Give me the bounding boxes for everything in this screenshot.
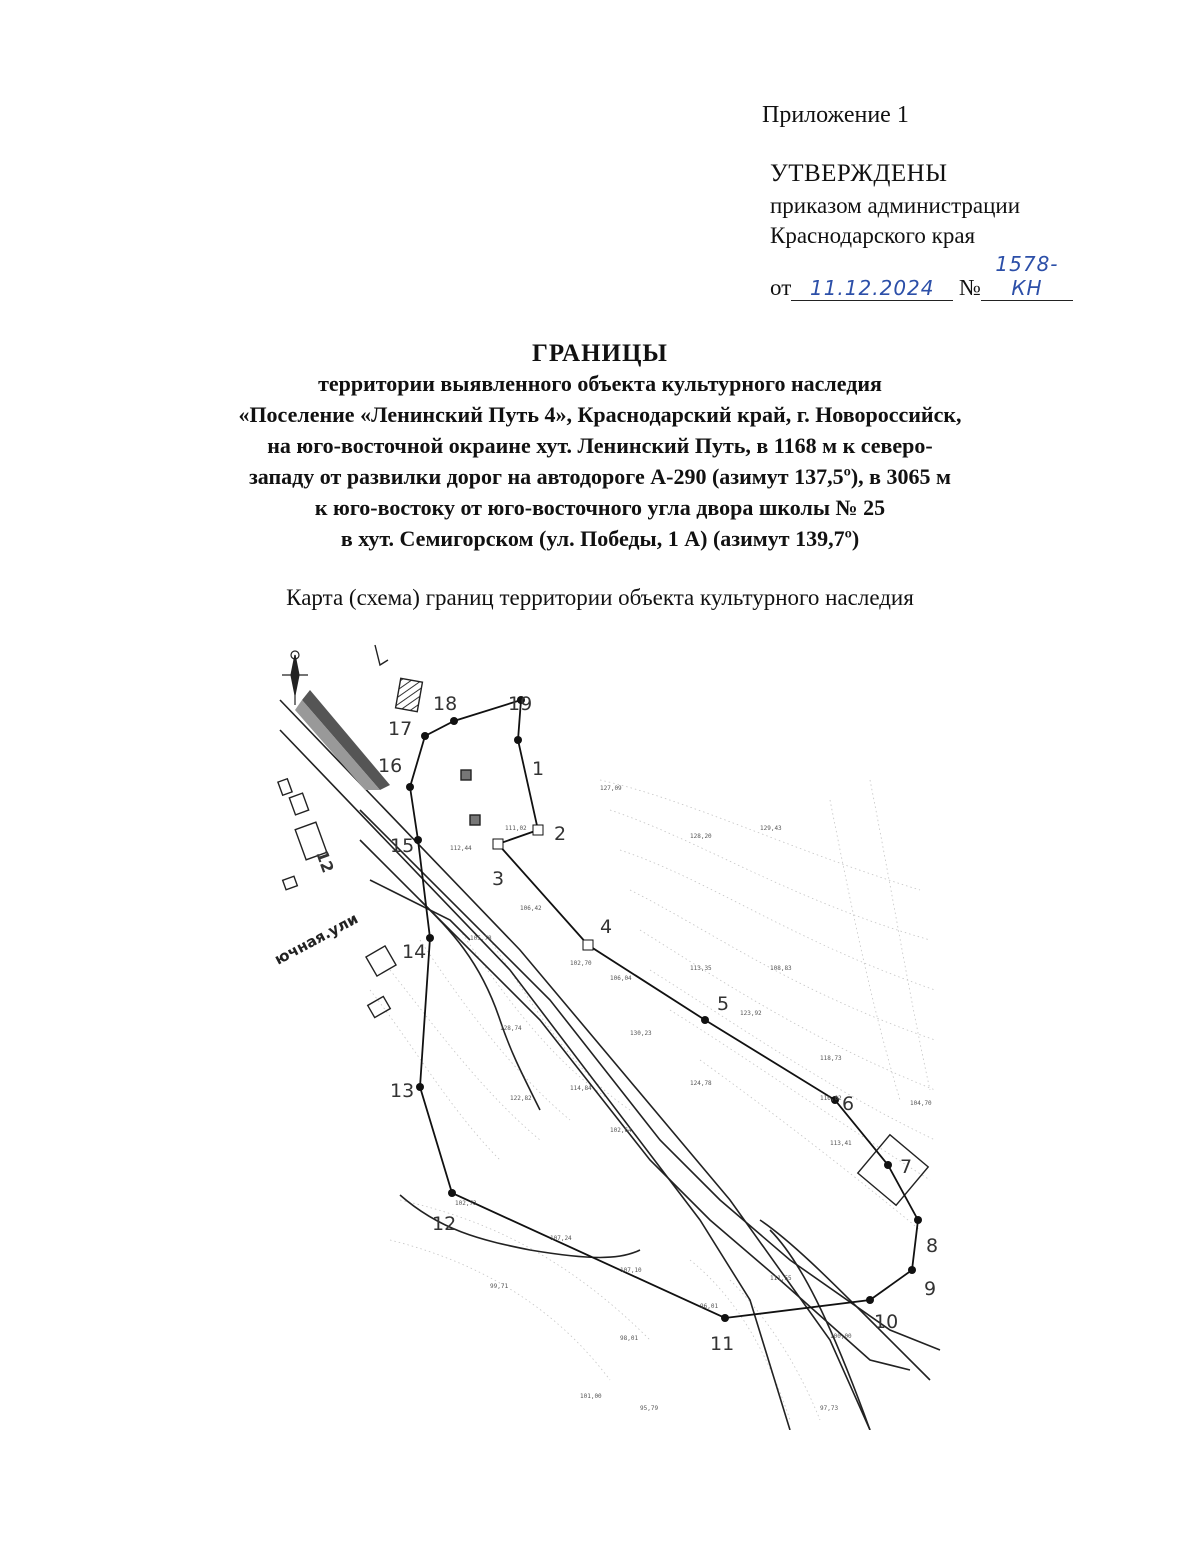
elevation-mark: 128,20 (690, 833, 712, 840)
vertex-label: 8 (926, 1235, 939, 1257)
elevation-mark: 112,44 (450, 845, 472, 852)
elevation-mark: 122,82 (510, 1095, 532, 1102)
vertex-label: 16 (378, 755, 403, 777)
elevation-mark: 116,02 (820, 1095, 842, 1102)
vertex-label: 14 (402, 941, 427, 963)
elevation-marks (450, 785, 932, 1412)
approval-line-2: Краснодарского края (770, 223, 976, 248)
elevation-mark: 102,73 (455, 1200, 477, 1207)
elevation-mark: 102,64 (610, 1127, 632, 1134)
approval-heading: УТВЕРЖДЕНЫ (770, 160, 948, 187)
vertex-label: 2 (554, 823, 567, 845)
survey-marker (493, 839, 503, 849)
elevation-mark: 118,73 (820, 1055, 842, 1062)
order-date: 11.12.2024 (791, 276, 953, 301)
boundary-vertex (701, 1016, 709, 1024)
elevation-mark: 100,00 (830, 1333, 852, 1340)
elevation-mark: 113,41 (830, 1140, 852, 1147)
boundary-vertex (884, 1161, 892, 1169)
elevation-mark: 99,71 (490, 1283, 509, 1290)
survey-marker (533, 825, 543, 835)
boundary-vertex (450, 717, 458, 725)
building-number: 12 (312, 847, 338, 876)
vertex-label: 5 (717, 993, 730, 1015)
elevation-mark: 104,70 (910, 1100, 932, 1107)
elevation-mark: 96,01 (700, 1303, 719, 1310)
elevation-mark: 102,70 (570, 960, 592, 967)
elevation-mark: 97,73 (820, 1405, 839, 1412)
boundary-vertex (416, 1083, 424, 1091)
vertex-label: 4 (600, 916, 613, 938)
vertex-label: 12 (432, 1213, 457, 1235)
elevation-mark: 128,74 (500, 1025, 522, 1032)
order-number: 1578-КН (981, 252, 1073, 301)
elevation-mark: 98,01 (620, 1335, 639, 1342)
elevation-mark: 95,79 (640, 1405, 659, 1412)
vertex-label: 6 (842, 1093, 855, 1115)
elevation-mark: 129,43 (760, 825, 782, 832)
elevation-mark: 101,00 (580, 1393, 602, 1400)
title-line-2: «Поселение «Ленинский Путь 4», Краснодарский край, г. Новороссийск, (238, 402, 962, 427)
boundary-vertex (421, 732, 429, 740)
vertex-label: 11 (710, 1333, 735, 1355)
street-label: ючная.ули (271, 909, 362, 969)
boundary-vertex (426, 934, 434, 942)
vertex-label: 9 (924, 1278, 937, 1300)
approval-line-1: приказом администрации (770, 193, 1021, 218)
vertex-label: 17 (388, 718, 413, 740)
cultural-heritage-boundary (410, 700, 918, 1318)
boundary-vertex (914, 1216, 922, 1224)
elevation-mark: 107,24 (550, 1235, 572, 1242)
elevation-mark: 130,23 (630, 1030, 652, 1037)
boundary-vertex (414, 836, 422, 844)
elevation-mark: 127,09 (600, 785, 622, 792)
vertex-label: 1 (532, 758, 545, 780)
vertex-label: 18 (433, 693, 458, 715)
boundary-vertex (448, 1189, 456, 1197)
elevation-mark: 106,04 (610, 975, 632, 982)
boundary-vertex (721, 1314, 729, 1322)
elevation-mark: 124,78 (690, 1080, 712, 1087)
elevation-mark: 106,42 (520, 905, 542, 912)
boundary-vertices (406, 696, 922, 1322)
street-strip (295, 690, 390, 790)
vertex-label: 15 (390, 835, 415, 857)
title-line-6: в хут. Семигорском (ул. Победы, 1 А) (азимут 139,7º) (340, 526, 860, 551)
elevation-mark: 108,83 (770, 965, 792, 972)
survey-marker (583, 940, 593, 950)
elevation-mark: 114,84 (570, 1085, 592, 1092)
appendix-label: Приложение 1 (762, 102, 909, 128)
elevation-mark: 111,55 (770, 1275, 792, 1282)
title-line-1: территории выявленного объекта культурного наследия (318, 371, 882, 396)
boundary-vertex (514, 736, 522, 744)
elevation-mark: 113,35 (690, 965, 712, 972)
title-line-4: западу от развилки дорог на автодороге А-290 (азимут 137,5º), в 3065 м (248, 464, 952, 489)
vertex-label: 13 (390, 1080, 415, 1102)
elevation-mark: 107,10 (620, 1267, 642, 1274)
elevation-mark: 123,92 (740, 1010, 762, 1017)
boundary-vertex (866, 1296, 874, 1304)
vertex-label: 19 (508, 693, 533, 715)
title-line-5: к юго-востоку от юго-восточного угла двора школы № 25 (314, 495, 886, 520)
boundary-vertex (406, 783, 414, 791)
vertex-label: 3 (492, 868, 505, 890)
vertex-label: 10 (874, 1311, 899, 1333)
vertex-label: 7 (900, 1156, 913, 1178)
number-prefix: № (959, 275, 981, 300)
elevation-mark: 105,78 (470, 935, 492, 942)
roads (280, 700, 940, 1430)
title-line-3: на юго-восточной окраине хут. Ленинский Путь, в 1168 м к северо- (267, 433, 933, 458)
boundary-vertex-labels (378, 693, 938, 1355)
approval-dateline (770, 252, 1073, 301)
map-caption: Карта (схема) границ территории объекта культурного наследия (286, 585, 914, 610)
boundary-map (270, 640, 950, 1430)
boundary-vertex (908, 1266, 916, 1274)
document-title: ГРАНИЦЫ (532, 340, 668, 367)
elevation-mark: 111,02 (505, 825, 527, 832)
compass-icon (282, 651, 308, 705)
date-prefix: от (770, 275, 792, 300)
